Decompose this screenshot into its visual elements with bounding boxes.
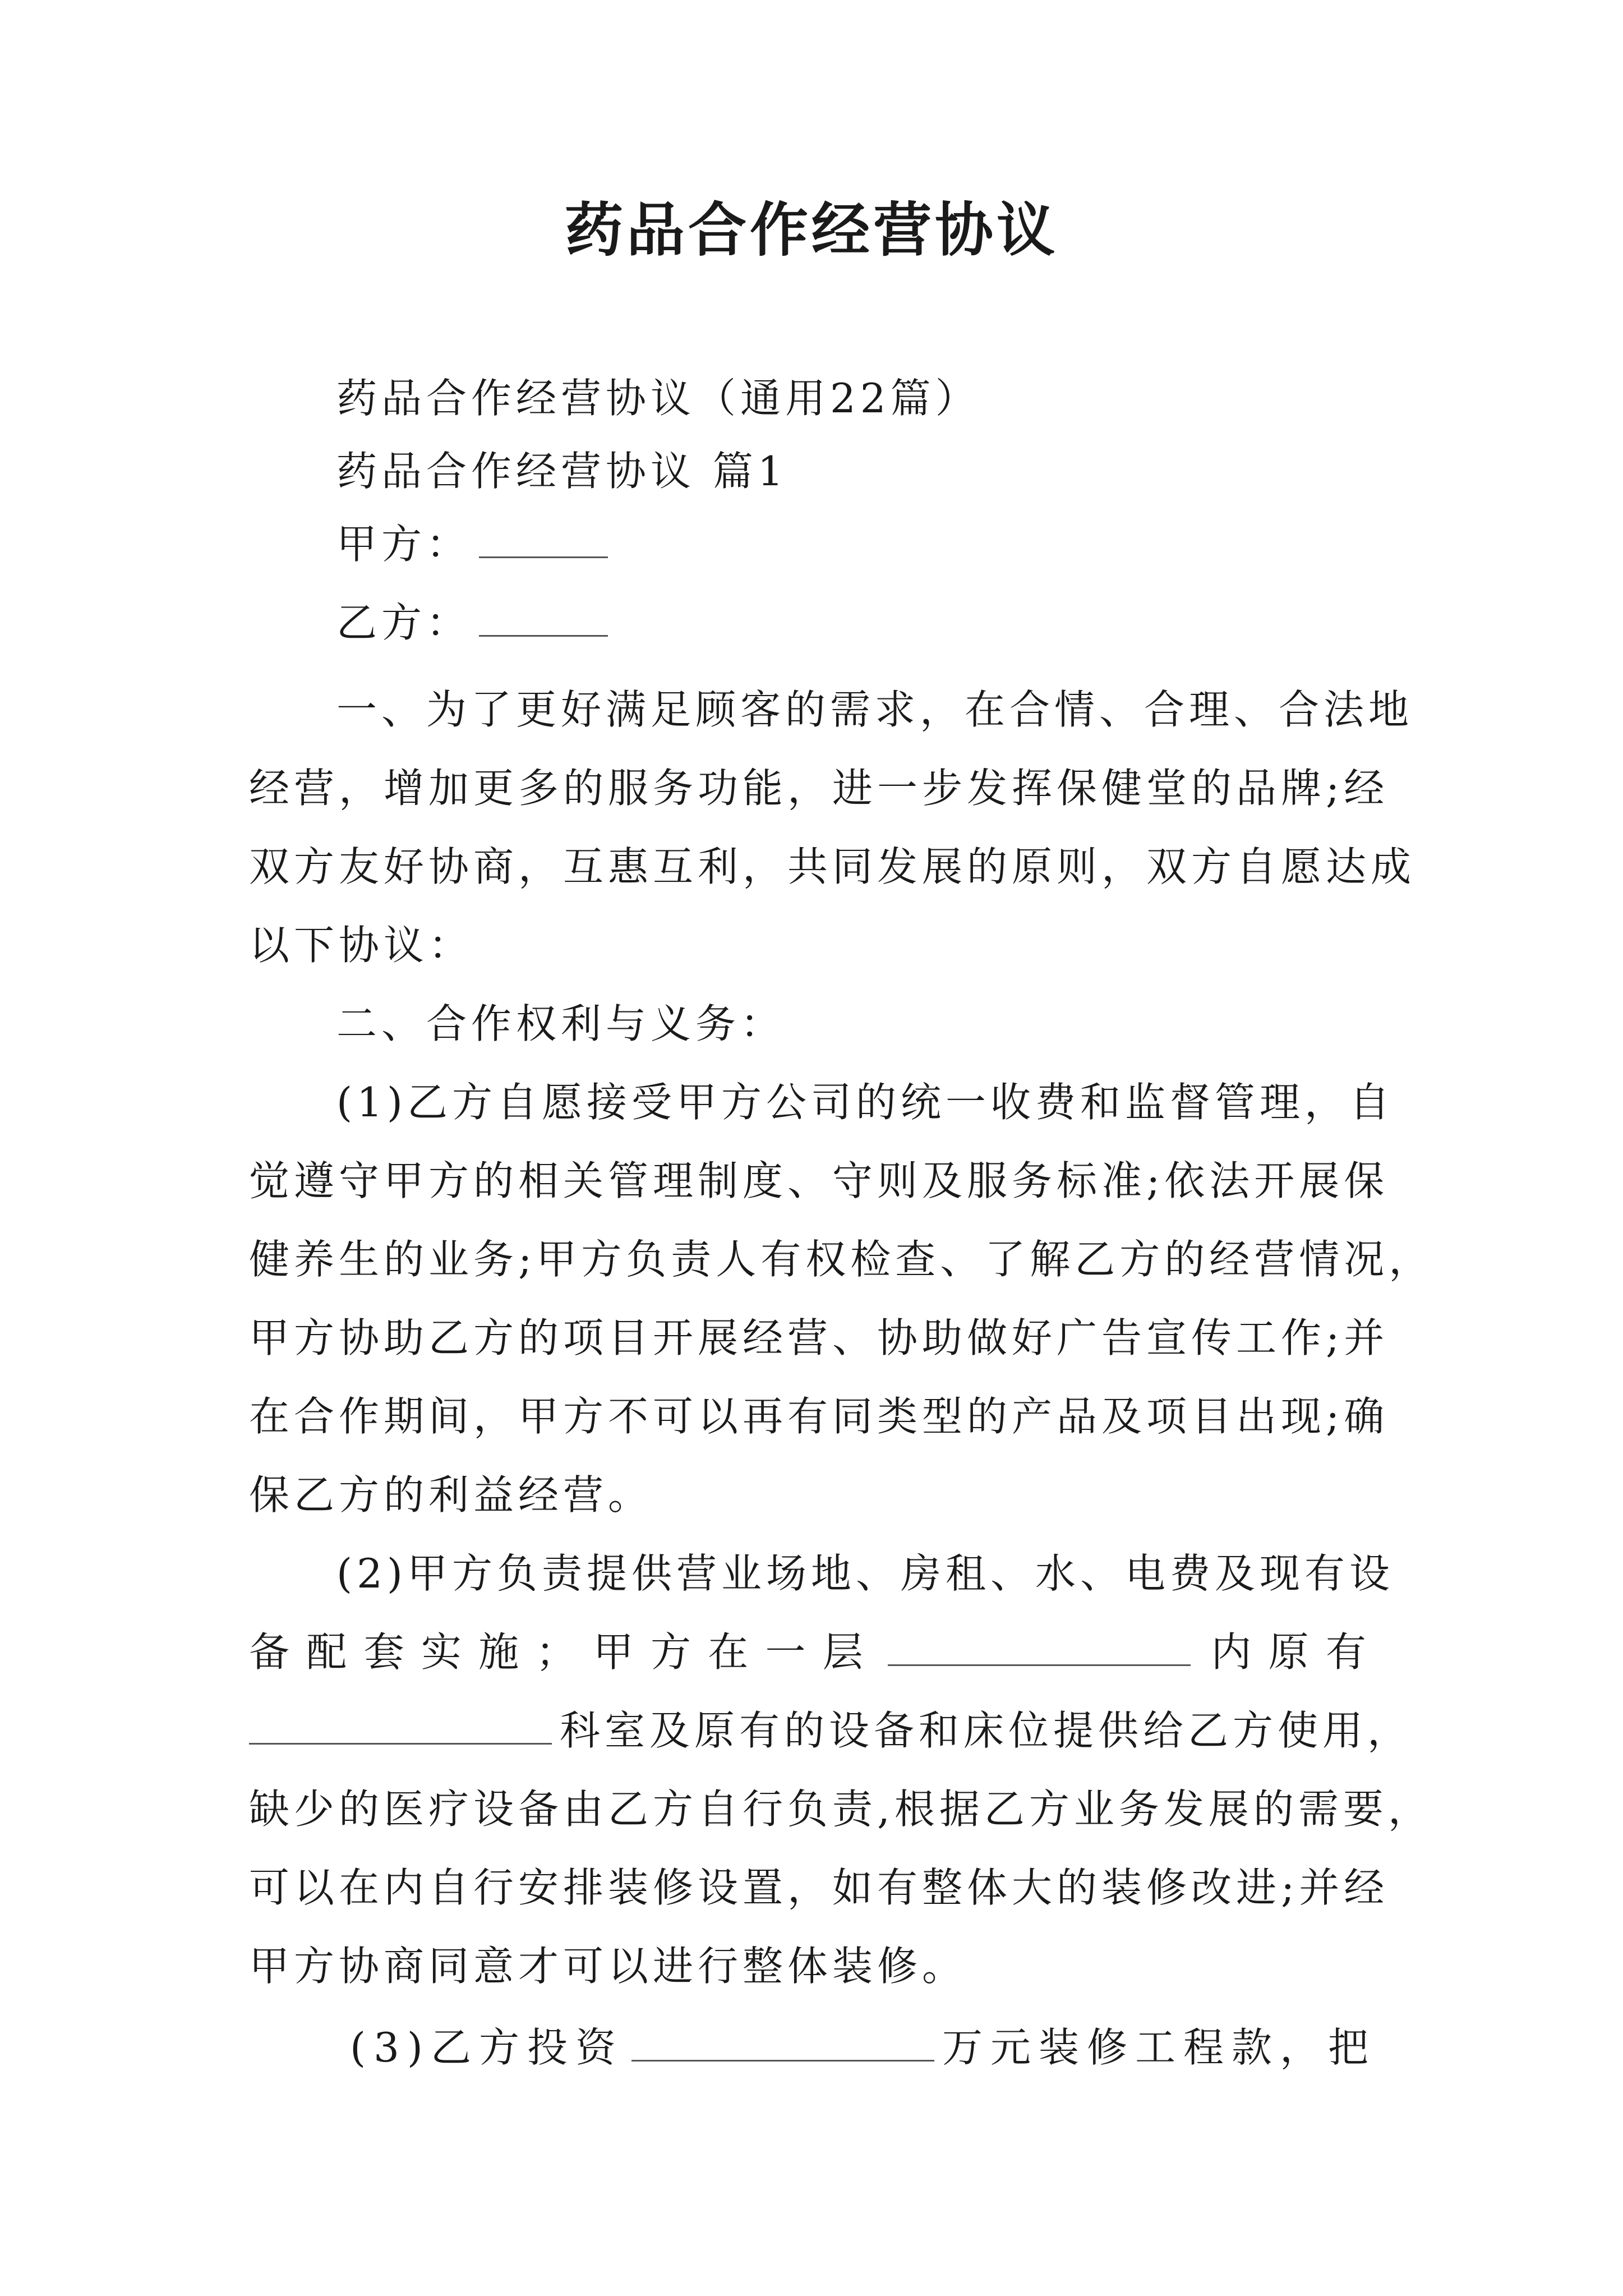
paragraph-line: 以下协议： <box>249 922 474 969</box>
document-subtitle: 药品合作经营协议（通用22篇） <box>336 375 980 422</box>
char: 配 <box>306 1628 352 1676</box>
investment-blank <box>631 2021 934 2062</box>
char: 套 <box>363 1628 409 1676</box>
paragraph-line: 一、为了更好满足顾客的需求，在合情、合理、合法地 <box>336 686 1414 733</box>
char: 一 <box>765 1628 810 1676</box>
paragraph-line: (2)甲方负责提供营业场地、房租、水、电费及现有设 <box>336 1550 1394 1597</box>
paragraph-line: 甲方协助乙方的项目开展经营、协助做好广告宣传工作;并 <box>249 1314 1389 1361</box>
char: 原 <box>1268 1628 1313 1676</box>
paragraph-line: 经营，增加更多的服务功能，进一步发挥保健堂的品牌;经 <box>249 765 1389 812</box>
paragraph-line: 在合作期间，甲方不可以再有同类型的产品及项目出现;确 <box>249 1393 1389 1440</box>
document-title: 药品合作经营协议 <box>564 195 1058 264</box>
paragraph-text: 万元装修工程款，把 <box>942 2024 1377 2071</box>
paragraph-text: 科室及原有的设备和床位提供给乙方使用， <box>560 1707 1413 1754</box>
paragraph-text: (3)乙方投资 <box>350 2024 624 2071</box>
floor-blank <box>888 1625 1191 1666</box>
paragraph-line: 保乙方的利益经营。 <box>249 1471 653 1519</box>
paragraph-line: 甲方协商同意才可以进行整体装修。 <box>249 1943 967 1990</box>
room-blank <box>249 1704 552 1745</box>
paragraph-line: 缺少的医疗设备由乙方自行负责,根据乙方业务发展的需要， <box>249 1786 1433 1833</box>
party-a-line <box>336 516 616 572</box>
party-b-blank <box>479 596 608 637</box>
char: 甲 <box>593 1628 638 1676</box>
char: 内 <box>1211 1628 1256 1676</box>
paragraph-line: 可以在内自行安排装修设置，如有整体大的装修改进;并经 <box>249 1864 1389 1911</box>
char: 层 <box>822 1628 868 1676</box>
char: 实 <box>421 1628 466 1676</box>
char: 方 <box>650 1628 695 1676</box>
party-b-line <box>336 595 616 651</box>
paragraph-line <box>350 2019 1376 2076</box>
char: 施 <box>478 1628 524 1676</box>
paragraph-line: 健养生的业务;甲方负责人有权检查、了解乙方的经营情况， <box>249 1236 1434 1283</box>
char: ； <box>536 1628 581 1676</box>
section-heading: 药品合作经营协议 篇1 <box>336 448 788 495</box>
party-b-label: 乙方： <box>336 599 472 646</box>
party-a-blank <box>479 517 608 558</box>
clause-2-heading: 二、合作权利与义务： <box>336 1000 786 1047</box>
paragraph-line <box>249 1703 1412 1759</box>
paragraph-line: 双方友好协商，互惠互利，共同发展的原则，双方自愿达成 <box>249 843 1416 890</box>
char: 有 <box>1325 1628 1371 1676</box>
paragraph-line-justified <box>249 1624 1371 1680</box>
char: 在 <box>708 1628 753 1676</box>
paragraph-line: (1)乙方自愿接受甲方公司的统一收费和监督管理，自 <box>336 1079 1394 1126</box>
paragraph-line: 觉遵守甲方的相关管理制度、守则及服务标准;依法开展保 <box>249 1157 1389 1204</box>
char: 备 <box>249 1628 294 1676</box>
party-a-label: 甲方： <box>336 521 472 568</box>
